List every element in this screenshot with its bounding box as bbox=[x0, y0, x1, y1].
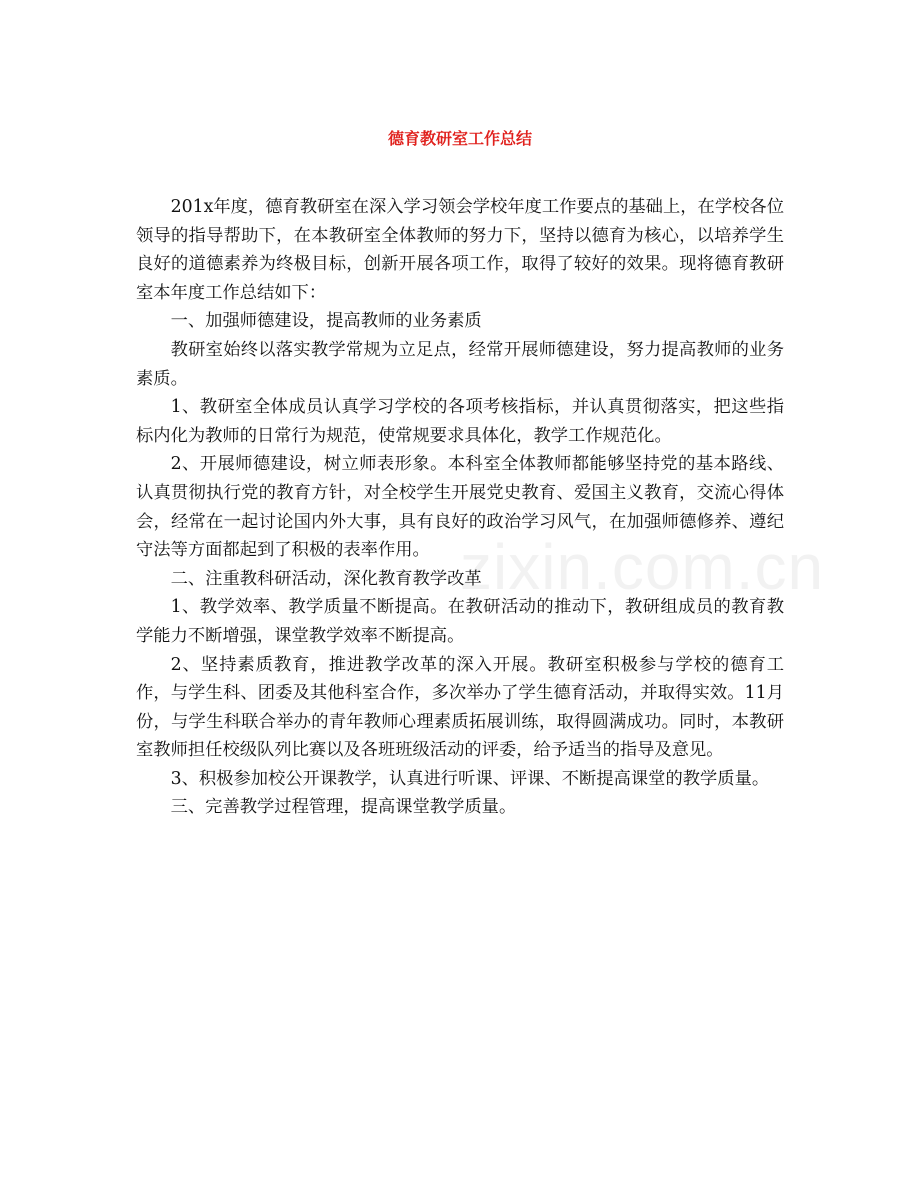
body-paragraph: 1、教研室全体成员认真学习学校的各项考核指标，并认真贯彻落实，把这些指标内化为教师的日常行为规范，使常规要求具体化，教学工作规范化。 bbox=[136, 397, 784, 446]
body-paragraph: 3、积极参加校公开课教学，认真进行听课、评课、不断提高课堂的教学质量。 bbox=[170, 768, 770, 789]
section-heading-2: 二、注重教科研活动，深化教育教学改革 bbox=[170, 568, 482, 589]
document-body bbox=[136, 193, 784, 822]
document-title: 德育教研室工作总结 bbox=[387, 129, 532, 148]
body-paragraph: 2、坚持素质教育，推进教学改革的深入开展。教研室积极参与学校的德育工作，与学生科、团委及其他科室合作，多次举办了学生德育活动，并取得实效。11月份，与学生科联合举办的青年教师心理素质拓展训练，取得圆满成功。同时，本教研室教师担任校级队列比赛以及各班班级活动的评委，给予适当的指导及意见。 bbox=[136, 654, 784, 761]
body-paragraph: 1、教学效率、教学质量不断提高。在教研活动的推动下，教研组成员的教育教学能力不断增强，课堂教学效率不断提高。 bbox=[136, 597, 784, 646]
section-heading-1: 一、加强师德建设，提高教师的业务素质 bbox=[170, 311, 482, 332]
body-paragraph: 2、开展师德建设，树立师表形象。本科室全体教师都能够坚持党的基本路线、认真贯彻执行党的教育方针，对全校学生开展党史教育、爱国主义教育，交流心得体会，经常在一起讨论国内外大事，具有良好的政治学习风气，在加强师德修养、遵纪守法等方面都起到了积极的表率作用。 bbox=[136, 454, 784, 561]
watermark: zixin.com.cn bbox=[460, 531, 825, 603]
section-heading-3: 三、完善教学过程管理，提高课堂教学质量。 bbox=[170, 797, 517, 818]
body-paragraph: 教研室始终以落实教学常规为立足点，经常开展师德建设，努力提高教师的业务素质。 bbox=[136, 339, 784, 389]
intro-paragraph: 201x年度，德育教研室在深入学习领会学校年度工作要点的基础上，在学校各位领导的指导帮助下，在本教研室全体教师的努力下，坚持以德育为核心，以培养学生良好的道德素养为终极目标，创新开展各项工作，取得了较好的效果。现将德育教研室本年度工作总结如下： bbox=[136, 197, 784, 303]
